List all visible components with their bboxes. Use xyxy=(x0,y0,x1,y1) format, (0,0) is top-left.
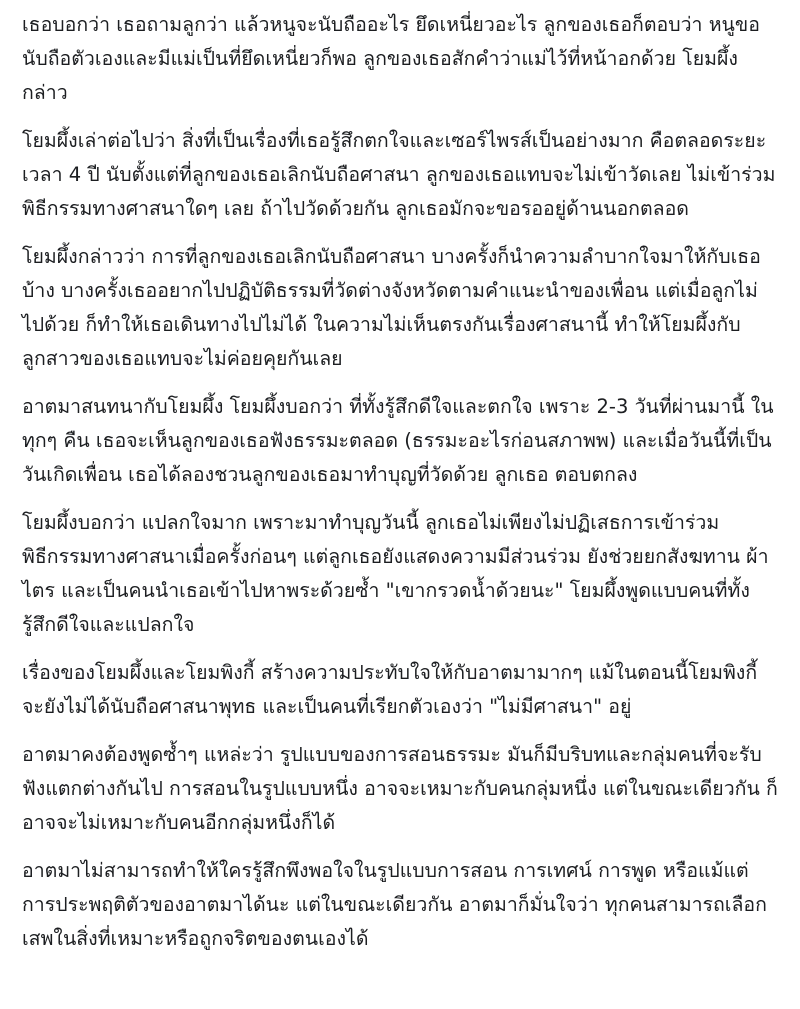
paragraph-4: อาตมาสนทนากับโยมผึ้ง โยมผึ้งบอกว่า ที่ทั้งรู้สึกดีใจและตกใจ เพราะ 2-3 วันที่ผ่านมานี้ ในทุกๆ คืน เธอจะเห็นลูกของเธอฟังธรรมะตลอด (ธรรมะอะไรก่อนสภาพพ) และเมื่อวันนี้ที่เป็นวันเกิดเพื่อน เธอได้ลองชวนลูกของเธอมาทำบุญที่วัดด้วย ลูกเธอ ตอบตกลง xyxy=(22,395,774,486)
paragraph-5: โยมผึ้งบอกว่า แปลกใจมาก เพราะมาทำบุญวันนี้ ลูกเธอไม่เพียงไม่ปฏิเสธการเข้าร่วมพิธีกรรมทางศาสนาเมื่อครั้งก่อนๆ แต่ลูกเธอยังแสดงความมีส่วนร่วม ยังช่วยยกสังฆทาน ผ้าไตร และเป็นคนนำเธอเข้าไปหาพระด้วยซ้ำ "เขากรวดน้ำด้วยนะ" โยมผึ้งพูดแบบคนที่ทั้งรู้สึกดีใจและแปลกใจ xyxy=(22,511,769,636)
paragraph-8: อาตมาไม่สามารถทำให้ใครรู้สึกพึงพอใจในรูปแบบการสอน การเทศน์ การพูด หรือแม้แต่การประพฤติตัวของอาตมาได้นะ แต่ในขณะเดียวกัน อาตมาก็มั่นใจว่า ทุกคนสามารถเลือกเสพในสิ่งที่เหมาะหรือถูกจริตของตนเองได้ xyxy=(22,859,767,950)
paragraph-2: โยมผึ้งเล่าต่อไปว่า สิ่งที่เป็นเรื่องที่เธอรู้สึกตกใจและเซอร์ไพรส์เป็นอย่างมาก คือตลอดระยะเวลา 4 ปี นับตั้งแต่ที่ลูกของเธอเลิกนับถือศาสนา ลูกของเธอแทบจะไม่เข้าวัดเลย ไม่เข้าร่วมพิธีกรรมทางศาสนาใดๆ เลย ถ้าไปวัดด้วยกัน ลูกเธอมักจะขอรออยู่ด้านนอกตลอด xyxy=(22,129,776,220)
paragraph-6: เรื่องของโยมผึ้งและโยมพิงกี้ สร้างความประทับใจให้กับอาตมามากๆ แม้ในตอนนี้โยมพิงกี้จะยังไม่ได้นับถือศาสนาพุทธ และเป็นคนที่เรียกตัวเองว่า "ไม่มีศาสนา" อยู่ xyxy=(22,661,758,718)
paragraph-7: อาตมาคงต้องพูดซ้ำๆ แหล่ะว่า รูปแบบของการสอนธรรมะ มันก็มีบริบทและกลุ่มคนที่จะรับฟังแตกต่างกันไป การสอนในรูปแบบหนึ่ง อาจจะเหมาะกับคนกลุ่มหนึ่ง แต่ในขณะเดียวกัน ก็อาจจะไม่เหมาะกับคนอีกกลุ่มหนึ่งก็ได้ xyxy=(22,743,778,834)
paragraph-3: โยมผึ้งกล่าวว่า การที่ลูกของเธอเลิกนับถือศาสนา บางครั้งก็นำความลำบากใจมาให้กับเธอบ้าง บางครั้งเธออยากไปปฏิบัติธรรมที่วัดต่างจังหวัดตามคำแนะนำของเพื่อน แต่เมื่อลูกไม่ไปด้วย ก็ทำให้เธอเดินทางไปไม่ได้ ในความไม่เห็นตรงกันเรื่องศาสนานี้ ทำให้โยมผึ้งกับลูกสาวของเธอแทบจะไม่ค่อยคุยกันเลย xyxy=(22,245,761,370)
paragraph-1: เธอบอกว่า เธอถามลูกว่า แล้วหนูจะนับถืออะไร ยึดเหนี่ยวอะไร ลูกของเธอก็ตอบว่า หนูขอนับถือตัวเองและมีแม่เป็นที่ยึดเหนี่ยวก็พอ ลูกของเธอสักคำว่าแม่ไว้ที่หน้าอกด้วย โยมผึ้งกล่าว xyxy=(22,13,760,104)
